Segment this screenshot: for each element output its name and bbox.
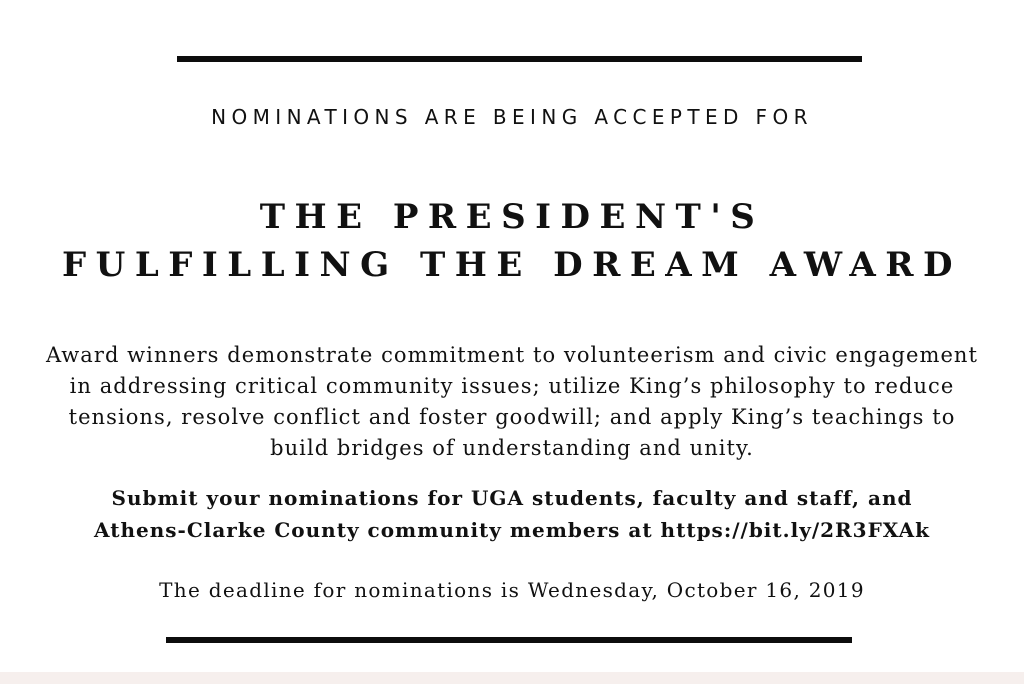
submit-instructions-line-1: Submit your nominations for UGA students, faculty and staff, and	[111, 486, 913, 510]
top-divider	[177, 56, 862, 62]
award-title-line-2: FULFILLING THE DREAM AWARD	[62, 245, 962, 285]
bottom-band	[0, 672, 1024, 684]
description-line-2: in addressing critical community issues; utilize King’s philosophy to reduce	[69, 374, 955, 398]
nominations-kicker: NOMINATIONS ARE BEING ACCEPTED FOR	[211, 105, 813, 129]
description-line-1: Award winners demonstrate commitment to volunteerism and civic engagement	[45, 343, 978, 367]
description-line-4: build bridges of understanding and unity.	[270, 436, 754, 460]
bottom-divider	[166, 637, 852, 643]
description-line-3: tensions, resolve conflict and foster goodwill; and apply King’s teachings to	[68, 405, 956, 429]
deadline-text: The deadline for nominations is Wednesday, October 16, 2019	[159, 578, 865, 602]
submit-instructions-line-2: Athens-Clarke County community members at https://bit.ly/2R3FXAk	[94, 518, 930, 542]
award-title-line-1: THE PRESIDENT'S	[259, 197, 765, 237]
